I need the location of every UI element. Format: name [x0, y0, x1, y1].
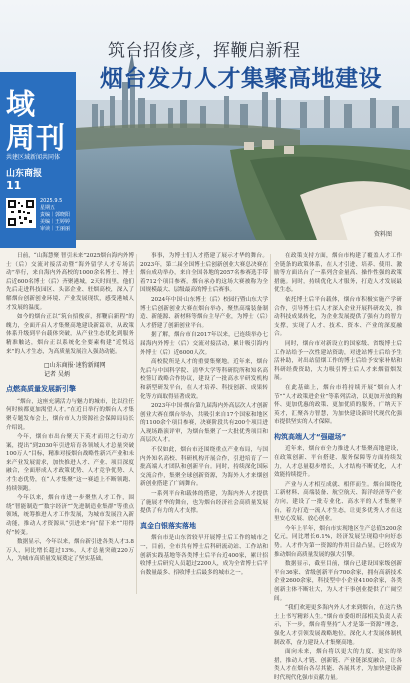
- column-divider: [136, 254, 137, 594]
- paragraph: “我们欢迎更多海内外人才来到烟台，在这片热土上书写精彩人生。”烟台市委组织部相关负责人表示，下一步，烟台将坚持“人才是第一资源”理念，强化人才引领发展战略地位，深化人才发展体制机制改革，奋力建设人才集聚高地。: [274, 605, 402, 646]
- section-title-line1: 域: [6, 87, 37, 121]
- paragraph: 日前，“山海慧聚 智引未来”2025烟台海内外博士（后）交流对接活动暨“海外留学人才专场活动”举行，来自海内外高校的1000余名博士、博士后近600名博士（后）齐聚港城，2天时间里，他们先后走进科技园区、头部企业、驻烟高校，深入了解烟台创新创业环境、产业发展现状，感受港城人才发展的温度。: [6, 253, 134, 311]
- article-headline: 烟台发力人才集聚高地建设: [100, 66, 382, 92]
- article-column-1: [6, 252, 134, 597]
- paragraph: 在此基础上，烟台市将持续开展“烟台人才节”“人才政策进企业”等系列活动，以更加开放的胸怀、更加优惠的政策、更加优质的服务，广纳天下英才，汇聚各方智慧，为加快建设新时代现代化强市提供坚实的人才保障。: [274, 384, 402, 426]
- paragraph: 数据显示，今年以来，烟台新引进各类人才3.8万人，同比增长超过13%，人才总量突破220万人，为城市高质量发展奠定了坚实基础。: [6, 539, 134, 563]
- issue-date: 2025.9.5: [40, 198, 63, 204]
- article-column-3: [274, 252, 402, 681]
- paragraph: 近年来，烟台市全力推进人才集聚高地建设，在政策创新、平台搭建、服务保障等方面持续发力，人才总量稳步增长，人才结构不断优化，人才效能持续提升。: [274, 446, 402, 479]
- section-subtitle: 共建区域新闻共同体: [6, 154, 61, 161]
- newspaper-name: 山东商报: [6, 169, 43, 179]
- paragraph: 数据显示，截至目前，烟台已建设国家级创新平台36家、省级创新平台700余家，拥有高新技术企业2600余家，科技型中小企业4100余家，各类创新主体不断壮大，为人才干事创业提供了广阔空间。: [274, 561, 402, 602]
- section-subhead: 点燃高质量发展新引擎: [6, 385, 76, 394]
- proofreader: 审读｜王丽丽: [40, 226, 71, 232]
- paragraph: 据了解，烟台市自2017年以来，已连续举办七届海内外博士（后）交流对接活动，累计吸引海内外博士（后）近6000人次。: [140, 332, 268, 356]
- paragraph: 同时，烟台市对新设立的国家级、省级博士后工作站给予一次性建站资助，对进站博士后给予生活补助，对出站留烟工作的博士后给予安家补贴和科研经费资助，大力吸引博士后人才来烟留烟发展。: [274, 340, 402, 382]
- paragraph: 一系列平台和载体的搭建，为海内外人才提供了施展才华的舞台，也为烟台经济社会高质量发展提供了有力的人才支撑。: [140, 491, 268, 515]
- art-editor: 美编｜王婷婷: [40, 219, 71, 225]
- paragraph: 面向未来，烟台将以更大的力度、更实的举措，推动人才链、创新链、产业链深度融合，让各类人才在烟台各尽其能、各展其才，为加快建设新时代现代化强市贡献力量。: [274, 649, 402, 681]
- byline-reporter: 记者 吴炳: [44, 371, 70, 379]
- section-title-line2: 周刊: [6, 121, 67, 155]
- paragraph: 产业与人才相互成就、相伴而生。烟台围绕化工新材料、高端装备、航空航天、海洋经济等产业方向，建设了一批专业化、高水平的人才集聚平台，着力打造一流人才生态，让更多优秀人才在这里安心发展、放心创业。: [274, 481, 402, 523]
- qr-code-icon[interactable]: [6, 198, 36, 228]
- paragraph: 依托博士后平台载体，烟台市积极实施产学研合作，引导博士后人才深入企业开展科研攻关，推动科技成果转化，为企业发展提供了强有力的智力支撑，实现了人才、技术、资本、产业的深度融合。: [274, 296, 402, 338]
- paragraph: 不仅如此，烟台市还围绕重点产业布局，与国内外知名高校、科研机构开展合作，引进培育了一批高端人才团队和创新平台。同时，持续深化国际交流合作，集聚全球创新资源，为海外人才来烟创新创业搭建了广阔舞台。: [140, 447, 268, 488]
- paragraph: 今年，烟台市出台聚天下英才而用之行动方案，提出“到2030年引进培育各领域人才总量突破100万人”目标，精准对接烟台战略性新兴产业和未来产业发展需求，加快推进人才、产业、项目深度融合，全面形成人才政策优势、人才竞争优势、人才生态优势，在“人才集聚”这一赛道上不断领跑、持续领跑。: [6, 434, 134, 492]
- paragraph: 事事，为博士们人才搭建了展示才华的舞台。2023年，第二届全国博士后创新创业大赛总决赛在烟台成功举办，来自全国各地的2057名参赛选手带着712个项目参赛，烟台承办的这场大赛被称为全国规模最大、层级最高的博士后赛事。: [140, 253, 268, 294]
- paragraph: 如今的烟台正以“筑台招俊彦，挥鞭启新程”的魄力，全面开启人才集聚高地建设新篇章，从政策体系升级到平台载体突破，从产业生态优化到服务精准触达，烟台正以系统化全要素构建“近悦远来”的人才生态，为高质量发展注入强劲动能。: [6, 314, 134, 355]
- issue-weekday: 星期五: [40, 205, 56, 211]
- section-subhead: 构筑高端人才“强磁场”: [274, 432, 347, 441]
- issue-meta: [40, 198, 74, 233]
- section-sidebar: [0, 72, 76, 248]
- byline: [44, 361, 134, 379]
- article-kicker: 筑台招俊彦，挥鞭启新程: [108, 41, 301, 61]
- column-divider: [270, 254, 271, 594]
- paragraph: 烟台市是山东省较早开展博士后工作的城市之一，目前，全市共有博士后科研流动站、工作站和创新实践基地等各类博士后平台近400家，累计招收博士后研究人员超过2200人，成为全省博士后平台数量最多、招收博士后最多的城市之一。: [140, 535, 268, 576]
- paragraph: 在政策支持方面，烟台市构建了覆盖人才工作全链条的政策体系，在人才引进、培养、使用、激励等方面出台了一系列含金量高、操作性强的政策措施。同时，持续优化人才服务，打造人才发展最优生态。: [274, 253, 402, 294]
- paragraph: 今年上半年，烟台市实现地区生产总值5200余亿元，同比增长6.1%，经济发展呈现稳中向好态势。人才作为第一资源的作用日益凸显，已经成为推动烟台高质量发展的强大引擎。: [274, 525, 402, 558]
- section-subhead: 真金白银落实落地: [140, 521, 196, 530]
- article-column-2: [140, 252, 268, 597]
- photo-credit: 资料图: [374, 231, 393, 238]
- paragraph: 今年以来，烟台市进一步聚焦人才工作，围绕“智能制造”“数字经济”“先进制造业集群”等重点领域，统筹推进人才工作发展，为城市发展注入新动能，推动人才资源从“引进来”向“留下来”“用得好”转变。: [6, 495, 134, 536]
- byline-outlet: □山东商报·速豹新闻网: [44, 362, 106, 370]
- edition-number: 11: [6, 179, 22, 192]
- paragraph: “烟台，这座充满活力与魅力的城市，比以往任何时候都更加渴望人才。”在近日举行的烟台人才集聚专题发布会上，烟台市人力资源社会保障局局长介绍说。: [6, 398, 134, 431]
- paragraph: 2023年中国·烟台第九届海内外高层次人才创新创业大赛在烟台举办，共吸引来自17个国家和地区的1100余个项目参赛，决赛阶段共有200个项目进入现场路演评审，为烟台集聚了一大批优秀项目和高层次人才。: [140, 403, 268, 444]
- chief-editor: 责编｜郭晓阳: [40, 212, 71, 218]
- paragraph: 2024年中国·山东博士（后）校园行暨山东大学博士后创新创业大赛在烟台举办，聚焦高端装备制造、新能源、新材料等烟台主导产业，为博士（后）人才搭建了创新创业平台。: [140, 296, 268, 329]
- paragraph: 高校院所是人才的重要集聚地。近年来，烟台先后与中国科学院、清华大学等科研院所和知名高校签订战略合作协议，建设了一批高水平研发机构和新型研发平台，在人才培养、科技创新、成果转化等方面取得显著成效。: [140, 359, 268, 400]
